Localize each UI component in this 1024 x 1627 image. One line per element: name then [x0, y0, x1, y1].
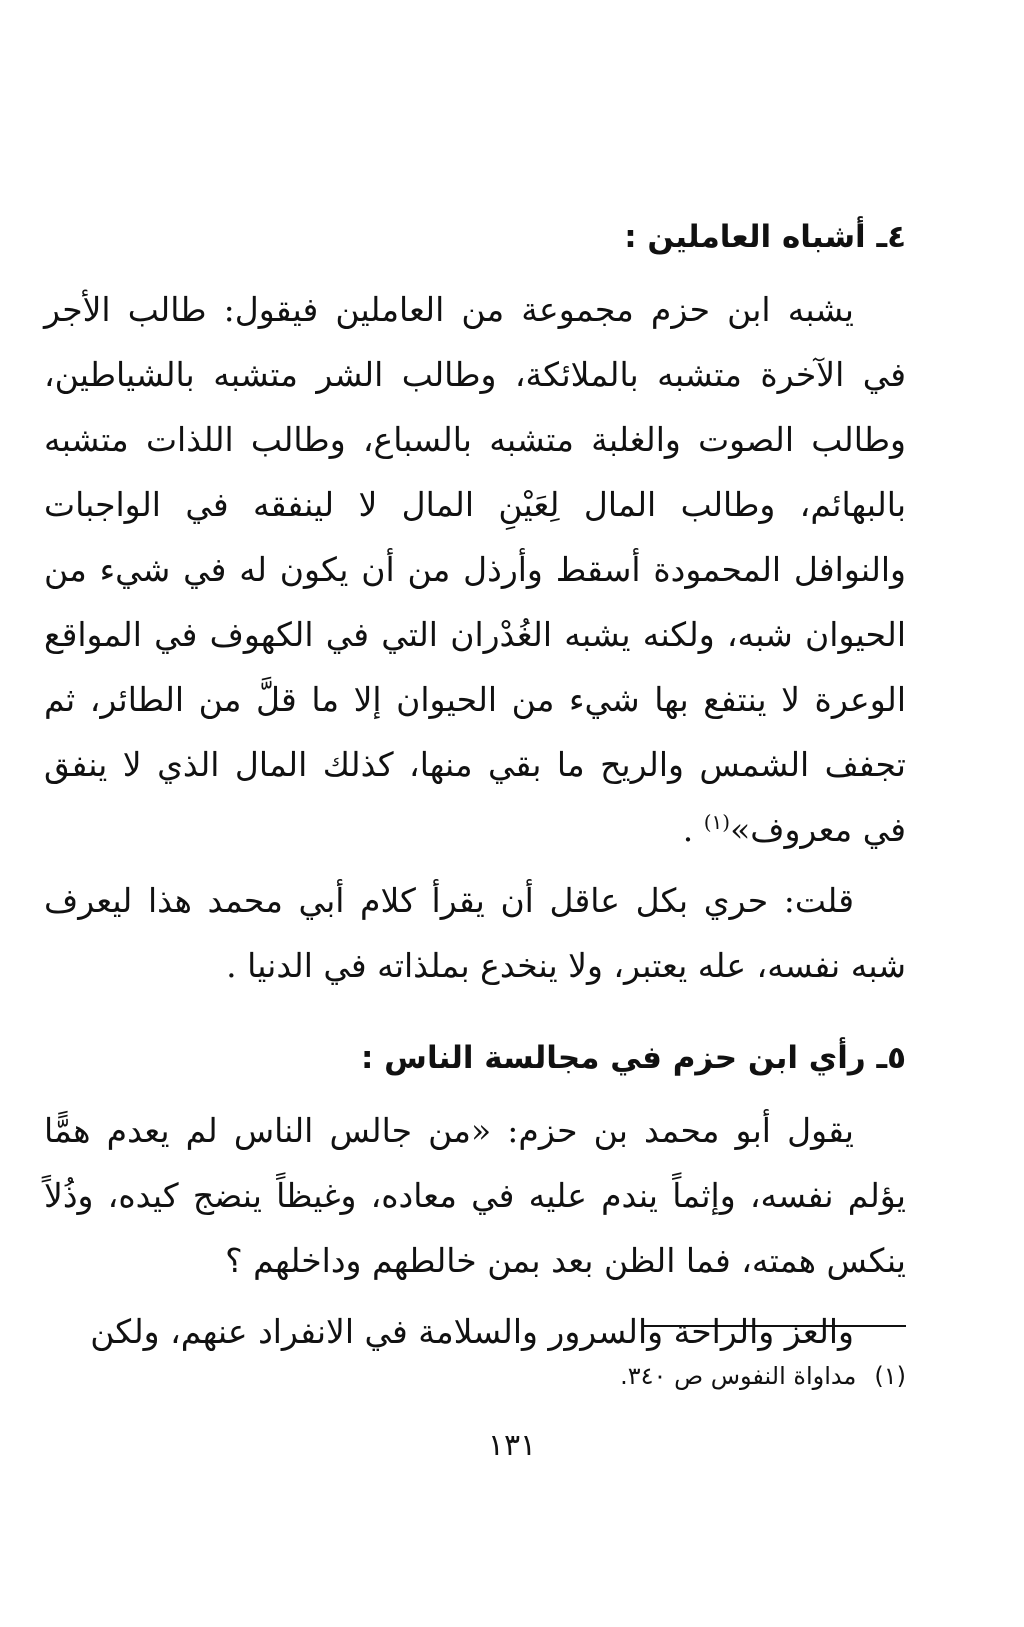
- footnote: [44, 1356, 906, 1396]
- section-4-paragraph-1: [44, 277, 906, 862]
- section-5-paragraph-1: يقول أبو محمد بن حزم: «من جالس الناس لم يعدم همًّا يؤلم نفسه، وإثماً يندم عليه في معاده، وغيظاً ينضج كيده، وذُلاً ينكس همته، فما الظن بعد بمن خالطهم وداخلهم ؟: [44, 1111, 906, 1280]
- footnote-text: مداواة النفوس ص ٣٤٠.: [620, 1362, 857, 1390]
- page-number: ١٣١: [487, 1428, 537, 1463]
- section-4-paragraph-1-end: .: [682, 810, 704, 849]
- section-4-heading: ٤ـ أشباه العاملين :: [624, 219, 906, 255]
- section-4-paragraph-2: قلت: حري بكل عاقل أن يقرأ كلام أبي محمد هذا ليعرف شبه نفسه، عله يعتبر، ولا ينخدع بملذاته في الدنيا .: [44, 881, 906, 985]
- section-4-paragraph-1-text: يشبه ابن حزم مجموعة من العاملين فيقول: طالب الأجر في الآخرة متشبه بالملائكة، وطالب الشر متشبه بالشياطين، وطالب الصوت والغلبة متشبه بالسباع، وطالب اللذات متشبه بالبهائم، وطالب المال لِعَيْنِ المال لا لينفقه في الواجبات والنوافل المحمودة أسقط وأرذل من أن يكون له في شيء من الحيوان شبه، ولكنه يشبه الغُدْران التي في الكهوف في المواقع الوعرة لا ينتفع بها شيء من الحيوان إلا ما قلَّ من الطائر، ثم تجفف الشمس والريح ما بقي منها، كذلك المال الذي لا ينفق في معروف»: [44, 290, 906, 849]
- footnote-number: (١): [874, 1362, 906, 1390]
- page-content: [44, 205, 906, 1370]
- section-5-heading: ٥ـ رأي ابن حزم في مجالسة الناس :: [360, 1040, 906, 1076]
- footnote-reference: (١): [703, 810, 731, 834]
- section-5-paragraph-2: والعز والراحة والسرور والسلامة في الانفراد عنهم، ولكن: [90, 1312, 854, 1351]
- footnote-divider: [644, 1325, 906, 1327]
